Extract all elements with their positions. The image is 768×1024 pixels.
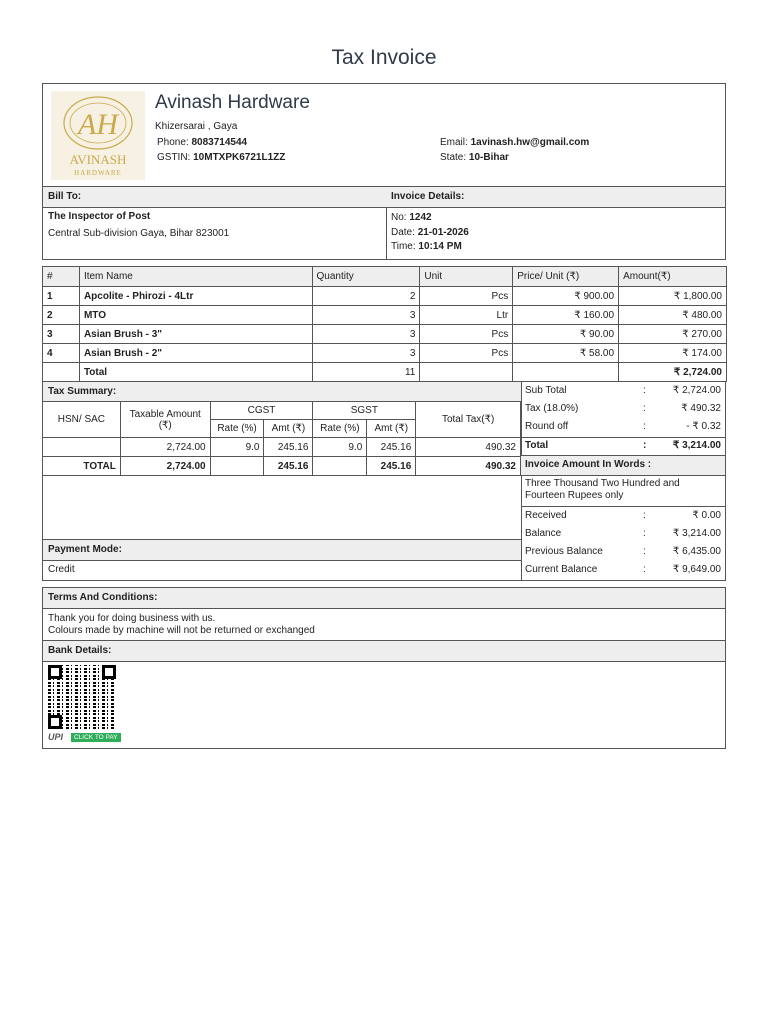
payment-mode-header: Payment Mode: (43, 540, 521, 561)
cell-item-name: Asian Brush - 3" (79, 325, 312, 344)
tax-col-hsn: HSN/ SAC (43, 402, 121, 438)
received-row (521, 507, 725, 525)
payment-mode-value: Credit (48, 564, 75, 575)
tax-row (43, 438, 521, 457)
sgst-amt-header: Amt (₹) (367, 420, 416, 438)
sgst-rate-header: Rate (%) (313, 420, 367, 438)
tax-taxable: 2,724.00 (120, 438, 210, 457)
items-table (42, 266, 727, 382)
bank-details-header: Bank Details: (43, 641, 725, 662)
sub-total-label: Sub Total (525, 385, 567, 396)
invoice-details-header: Invoice Details: (386, 187, 725, 208)
colon: : (643, 385, 646, 396)
tax-and-totals-section (42, 381, 726, 581)
cell-amount: ₹ 174.00 (619, 344, 727, 363)
gstin-label: GSTIN: (157, 152, 191, 163)
current-balance-row (521, 561, 725, 579)
state-value: 10-Bihar (468, 152, 509, 163)
grand-total-label: Total (525, 440, 549, 451)
cell-quantity: 2 (312, 287, 420, 306)
round-off-label: Round off (525, 421, 569, 432)
company-email (440, 137, 589, 148)
tax-total-row (43, 457, 521, 476)
grand-total-value: ₹ 3,214.00 (672, 440, 721, 451)
terms-header: Terms And Conditions: (43, 588, 725, 609)
col-quantity: Quantity (312, 267, 420, 287)
previous-balance-label: Previous Balance (525, 546, 603, 557)
cell-item-name: Asian Brush - 2" (79, 344, 312, 363)
invoice-number-value: 1242 (409, 212, 432, 223)
col-amount: Amount(₹) (619, 267, 727, 287)
col-unit: Unit (420, 267, 513, 287)
cell-item-name: MTO (79, 306, 312, 325)
amount-in-words-label: Invoice Amount In Words : (525, 459, 652, 470)
colon: : (643, 440, 647, 451)
logo-monogram: AH (78, 108, 118, 141)
colon: : (643, 546, 646, 557)
cell-number: 2 (43, 306, 80, 325)
balance-row (521, 525, 725, 543)
cell-unit: Pcs (420, 325, 513, 344)
cell-amount: ₹ 270.00 (619, 325, 727, 344)
terms-section (42, 587, 726, 749)
cgst-rate-header: Rate (%) (210, 420, 264, 438)
terms-line-2: Colours made by machine will not be returned or exchanged (48, 625, 315, 636)
cell-amount: ₹ 480.00 (619, 306, 727, 325)
tax-amount-value: ₹ 490.32 (681, 403, 721, 414)
company-state (440, 152, 509, 163)
phone-label: Phone: (157, 137, 189, 148)
tax-col-sgst: SGST (313, 402, 416, 420)
tax-summary-header: Tax Summary: (43, 382, 521, 401)
billing-section (42, 186, 726, 260)
click-to-pay-button[interactable]: CLICK TO PAY (71, 733, 121, 742)
email-value: 1avinash.hw@gmail.com (470, 137, 590, 148)
grand-total-row (521, 437, 725, 455)
tax-amount-label: Tax (18.0%) (525, 403, 579, 414)
col-item-name: Item Name (79, 267, 312, 287)
colon: : (643, 564, 646, 575)
items-total-row (43, 363, 727, 382)
cell-price: ₹ 90.00 (513, 325, 619, 344)
cell-quantity: 3 (312, 306, 420, 325)
invoice-time (391, 241, 462, 252)
terms-line-1: Thank you for doing business with us. (48, 613, 216, 624)
tax-sgst-amt: 245.16 (367, 438, 416, 457)
upi-logo: UPI (48, 732, 64, 742)
qr-finder (48, 665, 62, 679)
invoice-time-value: 10:14 PM (418, 241, 462, 252)
logo-line1: AVINASH (69, 152, 127, 167)
colon: : (643, 528, 646, 539)
tax-total: 490.32 (416, 438, 521, 457)
cell-number: 1 (43, 287, 80, 306)
received-value: ₹ 0.00 (692, 510, 721, 521)
qr-finder (102, 665, 116, 679)
logo-line2: HARDWARE (74, 169, 122, 177)
page-title: Tax Invoice (331, 46, 437, 69)
tax-amount-row (521, 400, 725, 418)
cell-quantity: 3 (312, 325, 420, 344)
invoice-time-label: Time: (391, 241, 416, 252)
tax-sgst-rate: 9.0 (313, 438, 367, 457)
cell-item-name: Apcolite - Phirozi - 4Ltr (79, 287, 312, 306)
company-phone (157, 137, 247, 148)
invoice-date-label: Date: (391, 227, 415, 238)
round-off-row (521, 418, 725, 436)
previous-balance-row (521, 543, 725, 561)
amount-in-words-header (521, 456, 725, 475)
cell-number: 4 (43, 344, 80, 363)
company-header (42, 83, 726, 187)
cell-amount: ₹ 1,800.00 (619, 287, 727, 306)
bill-to-address: Central Sub-division Gaya, Bihar 823001 (48, 228, 230, 239)
state-label: State: (440, 152, 467, 163)
col-price: Price/ Unit (₹) (513, 267, 619, 287)
cell-price: ₹ 900.00 (513, 287, 619, 306)
invoice-number (391, 212, 432, 223)
invoice-number-label: No: (391, 212, 407, 223)
current-balance-value: ₹ 9,649.00 (672, 564, 721, 575)
previous-balance-value: ₹ 6,435.00 (672, 546, 721, 557)
col-number: # (43, 267, 80, 287)
cgst-amt-header: Amt (₹) (264, 420, 313, 438)
logo-monogram-icon (51, 91, 145, 180)
phone-value: 8083714544 (191, 137, 248, 148)
qr-finder (48, 715, 62, 729)
tax-total-taxable: 2,724.00 (120, 457, 210, 476)
tax-col-cgst: CGST (210, 402, 313, 420)
table-row (43, 344, 727, 363)
tax-total-sgst: 245.16 (367, 457, 416, 476)
items-header-row (43, 267, 727, 287)
company-logo (51, 91, 145, 180)
colon: : (643, 403, 646, 414)
items-total-label: Total (79, 363, 312, 382)
tax-total-cgst: 245.16 (264, 457, 313, 476)
cell-quantity: 3 (312, 344, 420, 363)
cell-unit: Pcs (420, 344, 513, 363)
bill-to-name: The Inspector of Post (48, 211, 151, 222)
table-row (43, 306, 727, 325)
company-gstin (157, 152, 285, 163)
email-label: Email: (440, 137, 468, 148)
items-total-amount: ₹ 2,724.00 (619, 363, 727, 382)
sub-total-row (521, 382, 725, 400)
tax-total-label: TOTAL (43, 457, 121, 476)
cell-price: ₹ 58.00 (513, 344, 619, 363)
table-row (43, 325, 727, 344)
totals-summary (521, 382, 725, 580)
invoice-date (391, 227, 469, 238)
bill-to-header: Bill To: (43, 187, 386, 208)
balance-label: Balance (525, 528, 562, 539)
tax-cgst-rate: 9.0 (210, 438, 264, 457)
cell-unit: Pcs (420, 287, 513, 306)
round-off-value: - ₹ 0.32 (686, 421, 721, 432)
tax-cgst-amt: 245.16 (264, 438, 313, 457)
upi-qr-code[interactable] (48, 665, 116, 729)
gstin-value: 10MTXPK6721L1ZZ (193, 152, 286, 163)
tax-col-total-tax: Total Tax(₹) (416, 402, 521, 438)
cell-price: ₹ 160.00 (513, 306, 619, 325)
items-total-qty: 11 (312, 363, 420, 382)
table-row (43, 287, 727, 306)
current-balance-label: Current Balance (525, 564, 598, 575)
company-name: Avinash Hardware (155, 92, 310, 113)
colon: : (643, 421, 646, 432)
amount-in-words: Three Thousand Two Hundred and Fourteen Rupees only (525, 478, 680, 501)
tax-total-tax: 490.32 (416, 457, 521, 476)
cell-number: 3 (43, 325, 80, 344)
tax-col-taxable: Taxable Amount (₹) (120, 402, 210, 438)
balance-value: ₹ 3,214.00 (672, 528, 721, 539)
sub-total-value: ₹ 2,724.00 (672, 385, 721, 396)
received-label: Received (525, 510, 567, 521)
tax-hsn (43, 438, 121, 457)
cell-unit: Ltr (420, 306, 513, 325)
colon: : (643, 510, 646, 521)
invoice-date-value: 21-01-2026 (417, 227, 469, 238)
tax-summary-table (42, 401, 521, 476)
company-address: Khizersarai , Gaya (155, 121, 238, 132)
